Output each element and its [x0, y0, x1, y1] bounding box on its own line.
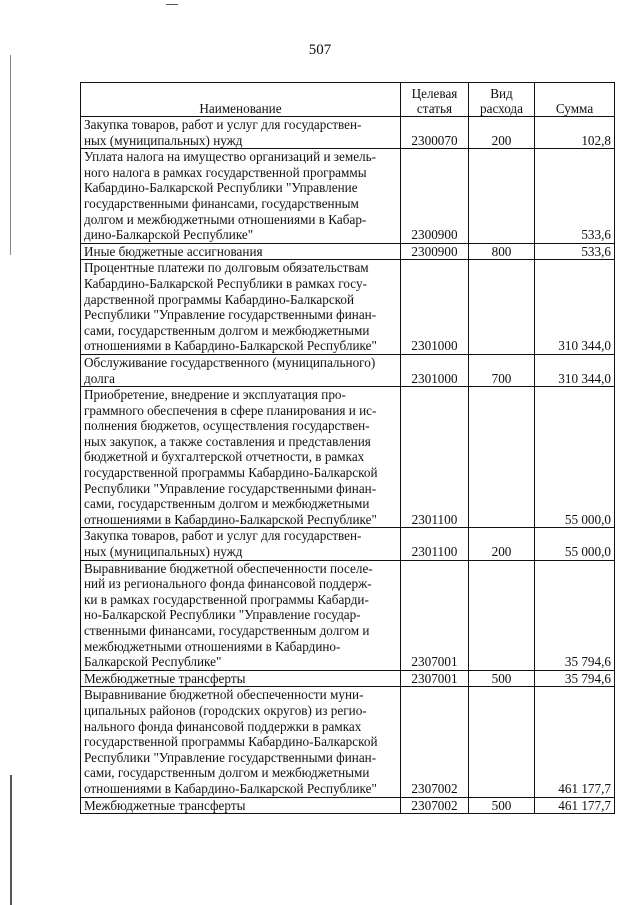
row-kind: 500 [469, 670, 535, 687]
scan-margin-line-bottom [10, 775, 12, 905]
row-code: 2301000 [401, 354, 469, 386]
row-name: Приобретение, внедрение и эксплуатация про- граммного обеспечения в сфере планирования и ис- полнения бюджетов, осуществления государствен- ных закупок, а также составления и представления бюджетной и бухгалтерской отчетности, в рамках государственной программы Кабардино-Балкарской Республики "Управление государственными финан- сами, государственным долгом и межбюджетными отношениями в Кабардино-Балкарской Республике" [81, 387, 401, 528]
header-code: Целевая статья [401, 83, 469, 117]
row-kind [469, 149, 535, 244]
page-number: 507 [308, 42, 332, 58]
row-name: Процентные платежи по долговым обязательствам Кабардино-Балкарской Республики в рамках госу- дарственной программы Кабардино-Балкарской Республики "Управление государственными финан- сами, государственным долгом и межбюджетными отношениями в Кабардино-Балкарской Республике" [81, 260, 401, 355]
row-kind: 700 [469, 354, 535, 386]
row-code: 2307001 [401, 670, 469, 687]
row-name: Иные бюджетные ассигнования [81, 243, 401, 260]
table-header-row [81, 83, 615, 117]
row-sum: 461 177,7 [535, 687, 615, 797]
row-kind [469, 260, 535, 355]
row-kind: 800 [469, 243, 535, 260]
row-kind [469, 687, 535, 797]
row-sum: 533,6 [535, 243, 615, 260]
scan-mark [166, 4, 178, 5]
row-sum: 55 000,0 [535, 387, 615, 528]
row-name: Выравнивание бюджетной обеспеченности поселе- ний из регионального фонда финансовой поддерж- ки в рамках государственной программы Кабарди- но-Балкарской Республики "Управление государ- ственными финансами, государственным долгом и межбюджетными отношениями в Кабардино- Балкарской Республике" [81, 560, 401, 670]
row-kind: 200 [469, 117, 535, 149]
row-sum: 533,6 [535, 149, 615, 244]
row-kind [469, 387, 535, 528]
table-row [81, 354, 615, 386]
row-sum: 35 794,6 [535, 560, 615, 670]
row-sum: 310 344,0 [535, 260, 615, 355]
row-kind: 200 [469, 528, 535, 560]
row-name: Обслуживание государственного (муниципального) долга [81, 354, 401, 386]
row-name: Межбюджетные трансферты [81, 797, 401, 814]
row-code: 2300900 [401, 243, 469, 260]
table-row [81, 243, 615, 260]
table-row [81, 797, 615, 814]
row-code: 2307001 [401, 560, 469, 670]
table-row [81, 260, 615, 355]
table-row [81, 670, 615, 687]
row-code: 2301000 [401, 260, 469, 355]
scan-margin-line [10, 55, 11, 255]
row-code: 2307002 [401, 687, 469, 797]
table-row [81, 387, 615, 528]
row-sum: 55 000,0 [535, 528, 615, 560]
row-sum: 461 177,7 [535, 797, 615, 814]
row-sum: 310 344,0 [535, 354, 615, 386]
table-row [81, 149, 615, 244]
row-name: Закупка товаров, работ и услуг для государствен- ных (муниципальных) нужд [81, 117, 401, 149]
row-code: 2300900 [401, 149, 469, 244]
row-code: 2301100 [401, 528, 469, 560]
row-name: Уплата налога на имущество организаций и земель- ного налога в рамках государственной программы Кабардино-Балкарской Республики "Управление государственными финансами, государственным долгом и межбюджетными отношениями в Кабар- дино-Балкарской Республике" [81, 149, 401, 244]
budget-table [80, 82, 615, 814]
row-name: Выравнивание бюджетной обеспеченности муни- ципальных районов (городских округов) из регио- нального фонда финансовой поддержки в рамках государственной программы Кабардино-Балкарской Республики "Управление государственными финан- сами, государственным долгом и межбюджетными отношениями в Кабардино-Балкарской Республике" [81, 687, 401, 797]
header-name: Наименование [81, 83, 401, 117]
row-code: 2307002 [401, 797, 469, 814]
header-kind: Вид расхода [469, 83, 535, 117]
row-code: 2300070 [401, 117, 469, 149]
row-kind: 500 [469, 797, 535, 814]
row-sum: 35 794,6 [535, 670, 615, 687]
row-code: 2301100 [401, 387, 469, 528]
table-row [81, 560, 615, 670]
header-sum: Сумма [535, 83, 615, 117]
row-name: Межбюджетные трансферты [81, 670, 401, 687]
row-sum: 102,8 [535, 117, 615, 149]
table-row [81, 117, 615, 149]
table-row [81, 687, 615, 797]
row-kind [469, 560, 535, 670]
table-row [81, 528, 615, 560]
row-name: Закупка товаров, работ и услуг для государствен- ных (муниципальных) нужд [81, 528, 401, 560]
